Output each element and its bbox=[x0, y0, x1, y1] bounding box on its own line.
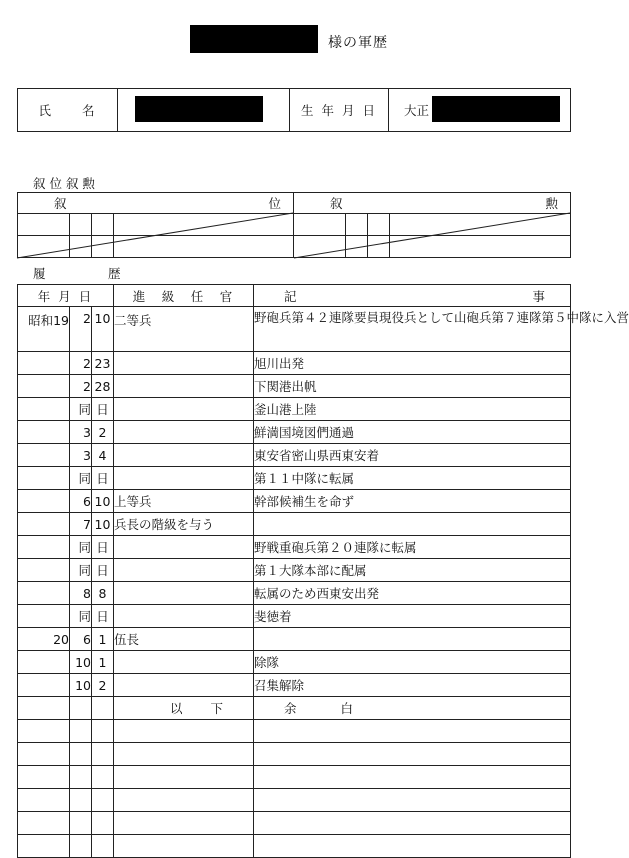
closing-char: 下 bbox=[210, 701, 224, 716]
history-row bbox=[18, 307, 571, 352]
history-day: 日 bbox=[92, 559, 114, 582]
history-year bbox=[18, 513, 70, 536]
history-year bbox=[18, 398, 70, 421]
history-blank-row bbox=[18, 766, 571, 789]
history-blank-row bbox=[18, 812, 571, 835]
history-rank bbox=[114, 421, 254, 444]
history-row bbox=[18, 536, 571, 559]
history-month: 同 bbox=[70, 605, 92, 628]
history-month: 2 bbox=[70, 307, 92, 352]
history-month: 2 bbox=[70, 352, 92, 375]
history-day: 4 bbox=[92, 444, 114, 467]
history-year bbox=[18, 651, 70, 674]
history-day: 2 bbox=[92, 674, 114, 697]
history-row bbox=[18, 398, 571, 421]
history-row bbox=[18, 628, 571, 651]
history-row bbox=[18, 605, 571, 628]
closing-char: 余 bbox=[284, 701, 297, 716]
history-year bbox=[18, 536, 70, 559]
history-rank bbox=[114, 559, 254, 582]
history-row bbox=[18, 490, 571, 513]
history-day: 1 bbox=[92, 651, 114, 674]
history-event: 東安省密山県西東安着 bbox=[254, 444, 571, 467]
history-event: 転属のため西東安出発 bbox=[254, 582, 571, 605]
history-event: 斐徳着 bbox=[254, 605, 571, 628]
history-rank bbox=[114, 674, 254, 697]
history-rank: 上等兵 bbox=[114, 490, 254, 513]
history-year bbox=[18, 559, 70, 582]
history-month: 2 bbox=[70, 375, 92, 398]
history-month: 6 bbox=[70, 490, 92, 513]
history-day: 23 bbox=[92, 352, 114, 375]
history-blank-row bbox=[18, 743, 571, 766]
history-month: 同 bbox=[70, 398, 92, 421]
history-row bbox=[18, 352, 571, 375]
redacted-name-title bbox=[190, 25, 318, 53]
history-month: 3 bbox=[70, 444, 92, 467]
history-rank: 伍長 bbox=[114, 628, 254, 651]
history-day: 2 bbox=[92, 421, 114, 444]
history-month: 3 bbox=[70, 421, 92, 444]
history-day: 10 bbox=[92, 490, 114, 513]
history-rank: 兵長の階級を与う bbox=[114, 513, 254, 536]
history-row bbox=[18, 467, 571, 490]
honors-strike-lines bbox=[17, 192, 570, 262]
history-event: 野砲兵第４２連隊要員現役兵として山砲兵第７連隊第５中隊に入営 bbox=[254, 307, 571, 352]
closing-char: 白 bbox=[340, 701, 354, 716]
history-event bbox=[254, 513, 571, 536]
history-rank bbox=[114, 536, 254, 559]
history-year bbox=[18, 582, 70, 605]
history-day: 日 bbox=[92, 536, 114, 559]
history-event: 召集解除 bbox=[254, 674, 571, 697]
history-row bbox=[18, 559, 571, 582]
history-table bbox=[17, 284, 629, 858]
history-month: 同 bbox=[70, 467, 92, 490]
history-month: 6 bbox=[70, 628, 92, 651]
history-rank bbox=[114, 375, 254, 398]
history-rank bbox=[114, 467, 254, 490]
history-year bbox=[18, 375, 70, 398]
history-section-label: 履 歴 bbox=[33, 266, 121, 281]
closing-char: 以 bbox=[170, 701, 183, 716]
history-month: 同 bbox=[70, 559, 92, 582]
history-blank-row bbox=[18, 789, 571, 812]
honors-decoration-header: 叙 勲 bbox=[294, 193, 571, 214]
honors-section-label: 叙 位 叙 勲 bbox=[33, 176, 95, 191]
history-event: 釜山港上陸 bbox=[254, 398, 571, 421]
history-row bbox=[18, 513, 571, 536]
history-event: 幹部候補生を命ず bbox=[254, 490, 571, 513]
history-event: 第１大隊本部に配属 bbox=[254, 559, 571, 582]
birth-date-label: 生 年 月 日 bbox=[290, 89, 389, 132]
redacted-birth-date bbox=[432, 96, 560, 122]
history-row bbox=[18, 674, 571, 697]
history-event: 除隊 bbox=[254, 651, 571, 674]
history-year: 20 bbox=[18, 628, 70, 651]
history-day: 28 bbox=[92, 375, 114, 398]
history-rank bbox=[114, 398, 254, 421]
history-event: 野戦重砲兵第２０連隊に転属 bbox=[254, 536, 571, 559]
history-year bbox=[18, 467, 70, 490]
history-date-header: 年 月 日 bbox=[18, 285, 114, 307]
history-year bbox=[18, 605, 70, 628]
history-rank bbox=[114, 605, 254, 628]
history-year bbox=[18, 674, 70, 697]
history-month: 7 bbox=[70, 513, 92, 536]
redacted-name bbox=[135, 96, 263, 122]
history-event: 第１１中隊に転属 bbox=[254, 467, 571, 490]
history-month: 10 bbox=[70, 674, 92, 697]
history-day: 10 bbox=[92, 513, 114, 536]
history-year bbox=[18, 352, 70, 375]
history-event bbox=[254, 628, 571, 651]
history-day: 8 bbox=[92, 582, 114, 605]
history-day: 日 bbox=[92, 398, 114, 421]
history-event: 旭川出発 bbox=[254, 352, 571, 375]
history-day: 日 bbox=[92, 605, 114, 628]
history-day: 1 bbox=[92, 628, 114, 651]
history-month: 10 bbox=[70, 651, 92, 674]
history-row bbox=[18, 375, 571, 398]
history-month: 8 bbox=[70, 582, 92, 605]
history-year: 昭和19 bbox=[18, 307, 70, 352]
history-blank-row bbox=[18, 835, 571, 858]
history-year bbox=[18, 490, 70, 513]
history-event: 下関港出帆 bbox=[254, 375, 571, 398]
history-row bbox=[18, 651, 571, 674]
history-rank bbox=[114, 651, 254, 674]
history-day: 10 bbox=[92, 307, 114, 352]
history-row bbox=[18, 421, 571, 444]
history-row bbox=[18, 444, 571, 467]
history-year bbox=[18, 421, 70, 444]
history-rank bbox=[114, 444, 254, 467]
history-blank-row bbox=[18, 720, 571, 743]
history-rank: 二等兵 bbox=[114, 307, 254, 352]
history-rank-header: 進 級 任 官 bbox=[114, 285, 254, 307]
history-rank bbox=[114, 352, 254, 375]
history-row bbox=[18, 582, 571, 605]
page-title: 様の軍歴 bbox=[328, 35, 388, 51]
history-month: 同 bbox=[70, 536, 92, 559]
birth-era: 大正 bbox=[404, 103, 430, 118]
history-event-header: 記 事 bbox=[254, 285, 571, 307]
history-year bbox=[18, 444, 70, 467]
history-closing-row bbox=[18, 697, 571, 720]
history-rank bbox=[114, 582, 254, 605]
history-event: 鮮満国境図們通過 bbox=[254, 421, 571, 444]
honors-rank-header: 叙 位 bbox=[18, 193, 294, 214]
history-day: 日 bbox=[92, 467, 114, 490]
name-label: 氏 名 bbox=[18, 89, 118, 132]
